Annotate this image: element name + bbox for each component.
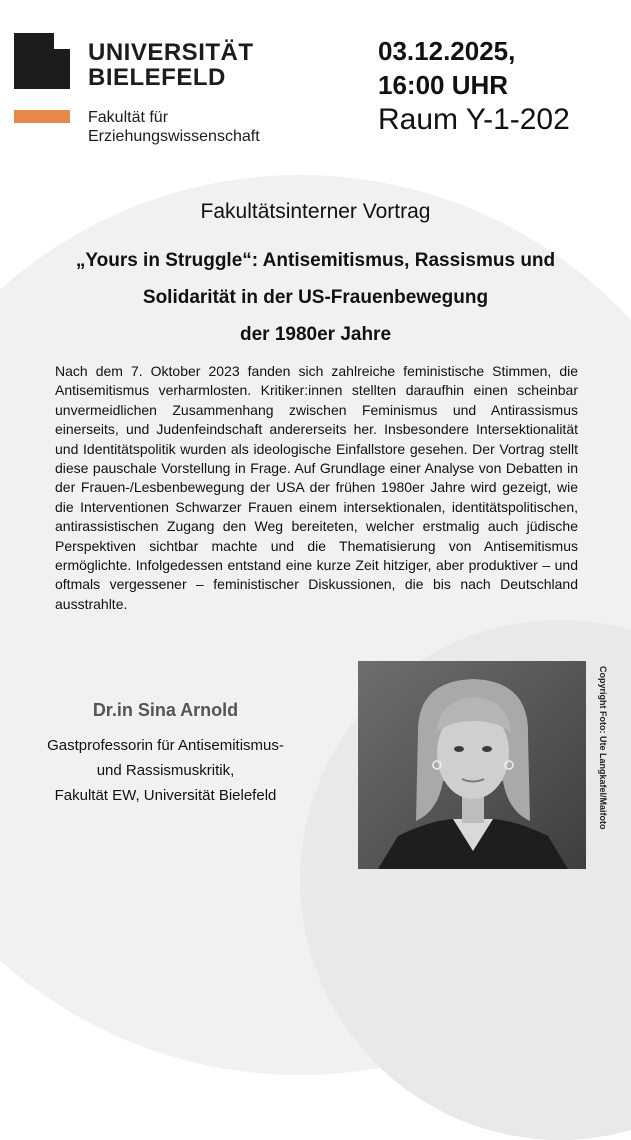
speaker-role-line1: Gastprofessorin für Antisemitismus-	[47, 737, 284, 754]
lecture-title-line1: „Yours in Struggle“: Antisemitismus, Rassismus und	[75, 250, 556, 271]
logo-mark-notch	[54, 33, 70, 49]
speaker-affiliation	[0, 733, 331, 808]
lecture-title	[28, 242, 603, 353]
university-name	[88, 40, 254, 90]
speaker-portrait-illustration	[358, 661, 586, 869]
faculty-name-line1: Fakultät für	[88, 109, 169, 126]
faculty-name	[88, 108, 260, 146]
event-time: 16:00 UHR	[378, 70, 509, 100]
lecture-abstract: Nach dem 7. Oktober 2023 fanden sich zahlreiche feministische Stimmen, die Antisemitismus verharmlosten. Kritiker:innen stellten daraufhin einen scheinbar unvermeidlichen Zusammenhang zwischen Feminismus und Antirassismus einerseits, und Judenfeindschaft andererseits her. Insbesondere Intersektionalität und Identitätspolitik wurden als ideologische Einfallstore gesehen. Der Vortrag stellt diese pauschale Vorstellung in Frage. Auf Grundlage einer Analyse von Debatten in der Frauen-/Lesbenbewegung der USA der frühen 1980er Jahre wird gezeigt, wie die Interventionen Schwarzer Frauen einem intersektionalen, identitätspolitischen, antirassistischen Zugang den Weg bereiteten, welcher erstmalig auch jüdische Perspektiven sichtbar machte und die Thematisierung von Antisemitismus ermöglichte. Infolgedessen entstand eine kurze Zeit hitziger, aber produktiver – und oftmals vergessener – feministischer Diskussionen, die bis nach Deutschland ausstrahlte.	[55, 363, 578, 612]
speaker-role-line3: Fakultät EW, Universität Bielefeld	[54, 787, 277, 804]
speaker-photo	[358, 661, 586, 869]
university-name-line1: UNIVERSITÄT	[88, 39, 254, 66]
event-room: Raum Y-1-202	[378, 103, 570, 136]
faculty-name-line2: Erziehungswissenschaft	[88, 128, 260, 145]
event-type: Fakultätsinterner Vortrag	[200, 200, 431, 223]
university-name-line2: BIELEFELD	[88, 64, 226, 91]
event-date-time	[378, 34, 515, 102]
event-date: 03.12.2025,	[378, 36, 516, 66]
speaker-role-line2: und Rassismuskritik,	[96, 762, 235, 779]
lecture-title-line2: Solidarität in der US-Frauenbewegung	[142, 287, 489, 308]
faculty-color-bar	[14, 110, 70, 123]
speaker-name: Dr.in Sina Arnold	[92, 700, 239, 720]
photo-copyright: Copyright Foto: Ute Langkafel/Maifoto	[598, 666, 608, 830]
lecture-title-line3: der 1980er Jahre	[239, 324, 392, 345]
